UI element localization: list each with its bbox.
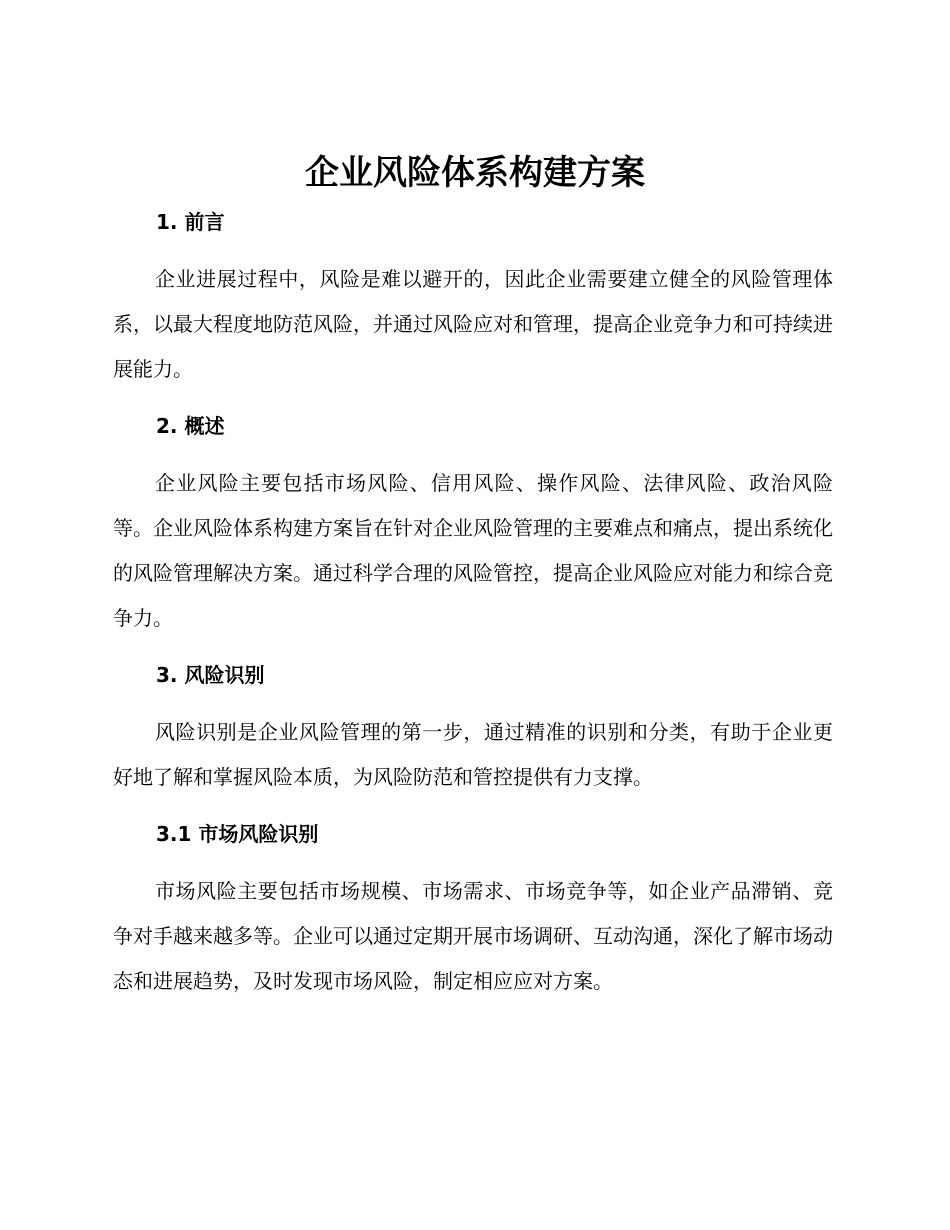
document-title: 企业风险体系构建方案 [305, 153, 645, 193]
section-paragraph-overview: 企业风险主要包括市场风险、信用风险、操作风险、法律风险、政治风险等。企业风险体系构建方案旨在针对企业风险管理的主要难点和痛点，提出系统化的风险管理解决方案。通过科学合理的风险管控，提高企业风险应对能力和综合竞争力。 [113, 471, 833, 630]
section-heading-market-risk: 3.1 市场风险识别 [156, 822, 319, 846]
section-heading-risk-identification: 3. 风险识别 [156, 663, 265, 687]
section-paragraph-risk-identification: 风险识别是企业风险管理的第一步，通过精准的识别和分类，有助于企业更好地了解和掌握风险本质，为风险防范和管控提供有力支撑。 [113, 720, 833, 789]
section-paragraph-market-risk: 市场风险主要包括市场规模、市场需求、市场竞争等，如企业产品滞销、竞争对手越来越多等。企业可以通过定期开展市场调研、互动沟通，深化了解市场动态和进展趋势，及时发现市场风险，制定相应应对方案。 [113, 879, 833, 993]
section-heading-overview: 2. 概述 [156, 414, 225, 438]
section-paragraph-preface: 企业进展过程中，风险是难以避开的，因此企业需要建立健全的风险管理体系，以最大程度地防范风险，并通过风险应对和管理，提高企业竞争力和可持续进展能力。 [113, 267, 833, 381]
section-heading-preface: 1. 前言 [156, 210, 225, 234]
